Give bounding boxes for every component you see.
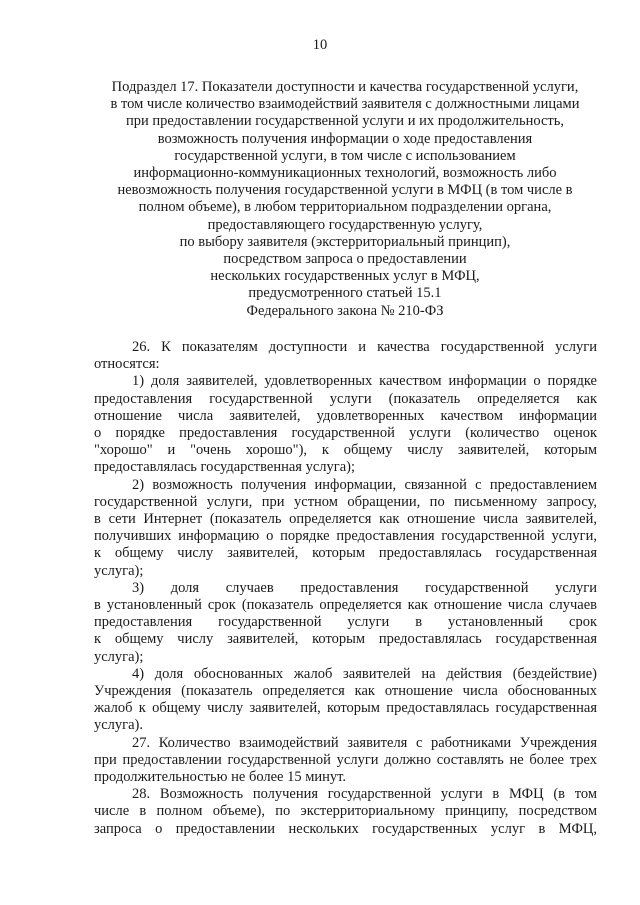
text-line: в установленный срок (показатель определяется как отношение числа случаев [94,597,597,614]
text-line: предоставлялась государственная услуга); [94,459,356,476]
text-line: государственной услуги, при устном обращении, по письменному запросу, [94,493,597,510]
subsection-heading [80,79,610,320]
heading-line: при предоставлении государственной услуги и их продолжительность, [125,113,565,130]
text-line: отношение числа заявителей, удовлетворенных качеством информации [94,407,597,424]
text-line: к общему числу заявителей, которым предоставлялась государственная [94,631,597,648]
document-body [94,339,597,838]
text-line: 26. К показателям доступности и качества государственной услуги [132,339,597,355]
heading-line: предусмотренного статьей 15.1 [248,285,442,302]
text-line: запроса о предоставлении нескольких государственных услуг в МФЦ, [94,820,597,837]
text-line: 2) возможность получения информации, связанной с предоставлением [132,476,597,493]
paragraph-27 [94,735,597,787]
text-line: Учреждения (показатель определяется как отношение числа обоснованных [94,683,597,700]
paragraph-28 [94,786,597,838]
text-line: услуга); [94,648,144,665]
heading-line: по выбору заявителя (экстерриториальный принцип), [179,233,511,250]
heading-line: предоставляющего государственную услугу, [207,216,483,233]
paragraph-26-item-1 [94,373,597,476]
text-line: продолжительностью не более 15 минут. [94,769,347,786]
heading-line: посредством запроса о предоставлении [223,251,467,268]
paragraph-26 [94,339,597,373]
text-line: жалоб к общему числу заявителей, которым предоставлялась государственная [94,700,597,717]
paragraph-26-item-2 [94,477,597,580]
heading-line: Федерального закона № 210-ФЗ [246,302,444,319]
text-line: числе в полном объеме), по экстерриториальному принципу, посредством [94,803,597,820]
text-line: 1) доля заявителей, удовлетворенных качеством информации о порядке [132,373,597,390]
heading-line: информационно-коммуникационных технологий, возможность либо [133,165,557,182]
text-line: "хорошо" и "очень хорошо"), к общему числу заявителей, которым [94,442,597,459]
text-line: относятся: [94,356,160,373]
text-line: получивших информацию о порядке предоставления государственной услуги, [94,528,597,545]
text-line: при предоставлении государственной услуги должно составлять не более трех [94,751,597,768]
heading-line: нескольких государственных услуг в МФЦ, [210,268,480,285]
heading-line: невозможность получения государственной услуги в МФЦ (в том числе в [117,182,573,199]
text-line: предоставления государственной услуги (показатель определяется как [94,390,597,407]
heading-line: возможность получения информации о ходе предоставления [157,130,533,147]
text-line: 28. Возможность получения государственной услуги в МФЦ (в том [132,786,597,803]
text-line: услуга). [94,717,144,734]
text-line: 27. Количество взаимодействий заявителя с работниками Учреждения [132,734,597,751]
paragraph-26-item-3 [94,580,597,666]
heading-line: полном объеме), в любом территориальном подразделении органа, [138,199,552,216]
paragraph-26-item-4 [94,666,597,735]
text-line: услуга); [94,562,144,579]
page-number: 10 [312,37,328,53]
text-line: 3) доля случаев предоставления государственной услуги [132,579,597,596]
text-line: предоставления государственной услуги в установленный срок [94,614,597,631]
heading-line: государственной услуги, в том числе с использованием [174,147,516,164]
heading-line: в том числе количество взаимодействий заявителя с должностными лицами [110,96,580,113]
text-line: о порядке предоставления государственной услуги (количество оценок [94,425,597,442]
text-line: в сети Интернет (показатель определяется как отношение числа заявителей, [94,511,597,528]
text-line: к общему числу заявителей, которым предоставлялась государственная [94,545,597,562]
text-line: 4) доля обоснованных жалоб заявителей на действия (бездействие) [132,665,597,682]
heading-line: Подраздел 17. Показатели доступности и качества государственной услуги, [111,79,579,95]
